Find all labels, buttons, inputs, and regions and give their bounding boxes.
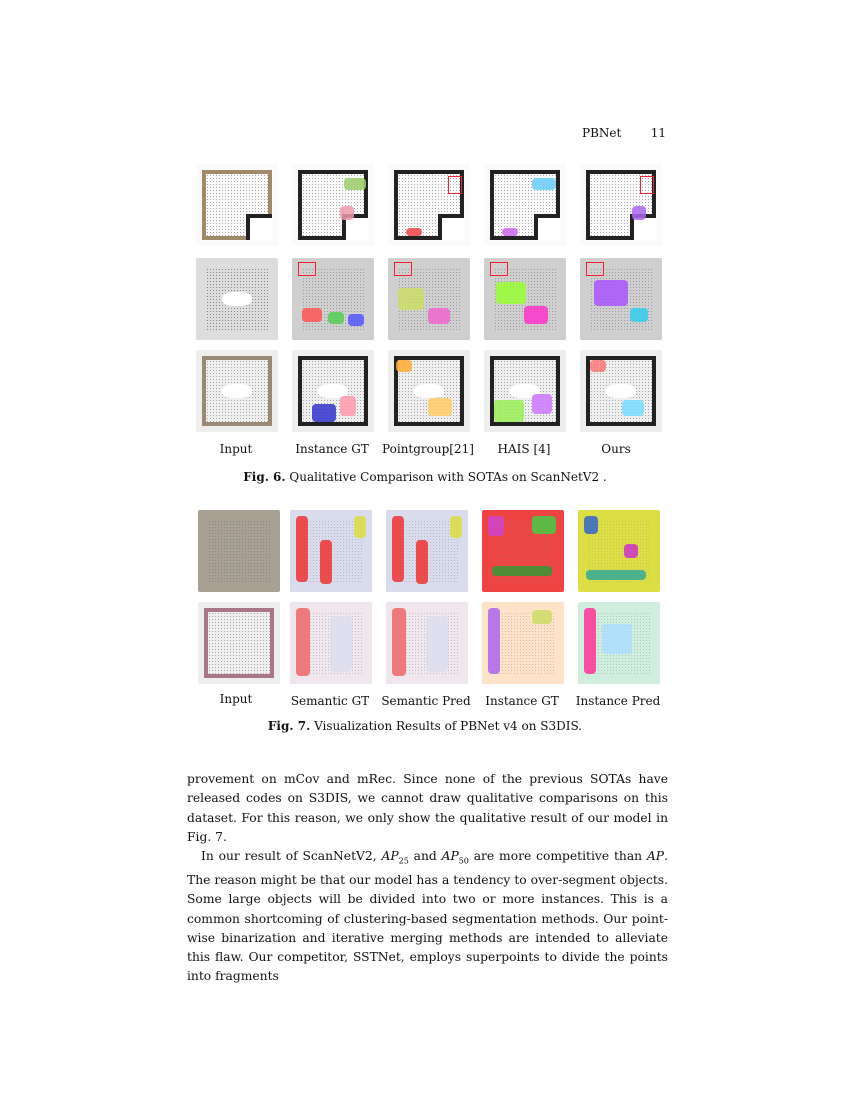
fig6-r3-hais — [484, 350, 566, 432]
fig6-r3-ours — [580, 350, 662, 432]
fig7-caption-label: Fig. 7. — [267, 719, 311, 733]
fig7-caption-text: Visualization Results of PBNet v4 on S3DIS. — [314, 719, 583, 733]
figure-6 — [190, 160, 670, 460]
fig7-r1-instance-pred — [578, 510, 660, 592]
page-number: 11 — [650, 126, 666, 140]
fig6-r2-pointgroup — [388, 258, 470, 340]
fig7-label-input: Input — [219, 692, 253, 706]
fig7-r2-semantic-gt — [290, 602, 372, 684]
fig6-label-ours: Ours — [601, 442, 631, 456]
fig7-caption — [0, 719, 850, 733]
fig7-label-instance-pred: Instance Pred — [575, 694, 661, 708]
fig6-label-input: Input — [219, 442, 253, 456]
paragraph-2: In our result of ScanNetV2, $AP_{25}$ and $AP_{50}$ are more competitive than AP. The reason might be that our model has a tendency to over-segment objects. Some large objects will be divided into two or more instances. This is a common shortcoming of clustering-based segmentation methods. Our point-wise binarization and iterative merging methods are intended to alleviate this flaw. Our competitor, SSTNet, employs superpoints to divide the points into fragments — [187, 849, 668, 984]
fig7-label-instance-gt: Instance GT — [485, 694, 559, 708]
fig7-r1-semantic-pred — [386, 510, 468, 592]
fig6-r2-ours — [580, 258, 662, 340]
fig6-r1-input — [196, 164, 278, 246]
fig6-r1-hais — [484, 164, 566, 246]
fig6-r2-input — [196, 258, 278, 340]
fig7-label-semantic-pred: Semantic Pred — [381, 694, 471, 708]
fig7-label-semantic-gt: Semantic GT — [290, 694, 370, 708]
fig6-r3-input — [196, 350, 278, 432]
fig6-r2-hais — [484, 258, 566, 340]
fig6-caption — [0, 470, 850, 484]
fig6-r1-instance-gt — [292, 164, 374, 246]
fig6-caption-text: Qualitative Comparison with SOTAs on ScanNetV2 . — [289, 470, 607, 484]
fig6-r3-instance-gt — [292, 350, 374, 432]
fig7-r1-input — [198, 510, 280, 592]
fig7-r2-instance-pred — [578, 602, 660, 684]
fig6-r1-pointgroup — [388, 164, 470, 246]
fig6-label-instance-gt: Instance GT — [295, 442, 369, 456]
running-title: PBNet — [582, 126, 622, 140]
fig6-caption-label: Fig. 6. — [243, 470, 286, 484]
fig7-r2-instance-gt — [482, 602, 564, 684]
running-head — [560, 126, 670, 144]
fig7-r1-semantic-gt — [290, 510, 372, 592]
fig7-r2-input — [198, 602, 280, 684]
fig6-r2-instance-gt — [292, 258, 374, 340]
body-text — [187, 770, 668, 987]
fig7-r1-instance-gt — [482, 510, 564, 592]
fig6-label-hais: HAIS [4] — [497, 442, 551, 456]
paragraph-1: provement on mCov and mRec. Since none of the previous SOTAs have released codes on S3DIS, we cannot draw qualitative comparisons on this dataset. For this reason, we only show the qualitative result of our model in Fig. 7. — [187, 772, 668, 844]
fig6-r1-ours — [580, 164, 662, 246]
fig7-r2-semantic-pred — [386, 602, 468, 684]
fig6-r3-pointgroup — [388, 350, 470, 432]
figure-7 — [190, 506, 670, 686]
fig6-label-pointgroup: Pointgroup[21] — [382, 442, 474, 456]
